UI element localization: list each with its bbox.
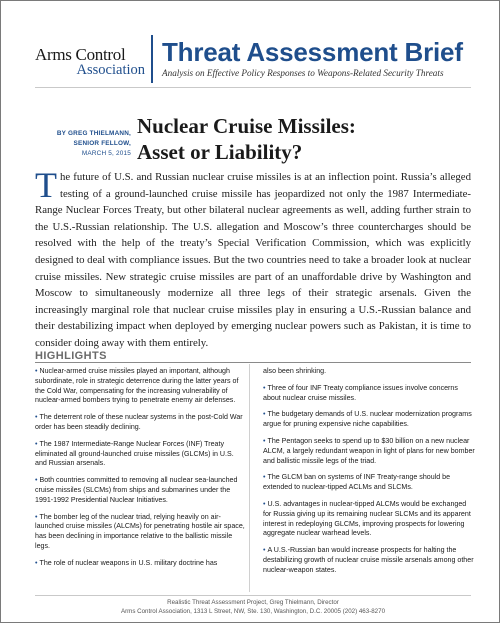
bullet-icon: •	[263, 383, 266, 392]
bullet-icon: •	[263, 546, 266, 555]
highlight-item: • The Pentagon seeks to spend up to $30 billion on a new nuclear ALCM, a largely redundant weapon in light of plans for new bomber and ballistic missile legs of the triad.	[263, 436, 475, 465]
drop-cap: T	[35, 165, 57, 205]
highlight-item: • The budgetary demands of U.S. nuclear modernization programs argue for pruning expensive niche capabilities.	[263, 410, 472, 429]
bullet-icon: •	[35, 413, 38, 422]
bullet-icon: •	[263, 436, 266, 445]
highlight-item: • U.S. advantages in nuclear-tipped ALCMs would be exchanged for Russia giving up its remaining nuclear SLCMs and its apparent interest in redeploying GLCMs, improving prospects for lowering aggregate nuclear warhead levels.	[263, 499, 471, 538]
article-title-line-1: Nuclear Cruise Missiles:	[137, 114, 356, 138]
highlights-right-column	[263, 367, 475, 583]
highlight-item: • The bomber leg of the nuclear triad, relying heavily on air-launched cruise missiles (ALCMs) for penetrating hostile air space, has been declining in importance relative to the ballistic missile legs.	[35, 512, 245, 550]
byline-role: SENIOR FELLOW,	[73, 140, 131, 147]
lead-paragraph	[35, 165, 471, 352]
highlight-item: • The role of nuclear weapons in U.S. military doctrine has	[35, 558, 218, 567]
logo-line-1: Arms Control	[35, 45, 126, 64]
bullet-icon: •	[35, 558, 38, 567]
highlight-continuation: also been shrinking.	[263, 367, 327, 375]
article-title	[137, 113, 437, 165]
highlight-item: • Three of four INF Treaty compliance issues involve concerns about nuclear cruise missiles.	[263, 383, 458, 402]
brief-subtitle: Analysis on Effective Policy Responses to Weapons-Related Security Threats	[162, 68, 444, 78]
column-divider	[249, 364, 250, 592]
article-title-line-2: Asset or Liability?	[137, 140, 303, 164]
highlight-item: • Nuclear-armed cruise missiles played an important, although subordinate, role in strategic deterrence during the latter years of the Cold War, compensating for the increasing vulnerability of nuclear-armed bombers trying to penetrate enemy air defenses.	[35, 367, 239, 405]
footer	[35, 595, 471, 616]
bullet-icon: •	[263, 410, 266, 419]
highlights-title: HIGHLIGHTS	[35, 350, 107, 362]
masthead-rule	[35, 87, 471, 88]
highlight-item: • The deterrent role of these nuclear systems in the post-Cold War order has been steadily declining.	[35, 413, 243, 431]
bullet-icon: •	[263, 499, 266, 508]
highlights-left-column	[35, 367, 247, 576]
highlights-header	[35, 346, 471, 363]
brief-title: Threat Assessment Brief	[162, 37, 463, 67]
byline-author: BY GREG THIELMANN,	[56, 130, 131, 137]
highlight-item: • Both countries committed to removing all nuclear sea-launched cruise missiles (SLCMs) from ships and submarines under the 1991-1992 Presidential Nuclear Initiatives.	[35, 476, 238, 504]
masthead	[1, 1, 499, 96]
lead-text: he future of U.S. and Russian nuclear cruise missiles is at an inflection point. Russia’s alleged testing of a ground-launched cruise missile has jeopardized not only the 1987 Intermediate-Range Nuclear Forces Treaty, but other bilateral nuclear agreements as well, adding further strain to the U.S.-Russian relationship. The U.S. allegation and Moscow’s three countercharges should be resolved with the help of the treaty’s Special Verification Commission, which was explicitly designed to deal with compliance issues. But the two countries need to take a broader look at nuclear cruise missiles. New strategic cruise missiles are part of an unaffordable drive by Washington and Moscow to simultaneously modernize all three legs of their strategic arsenals. Given the increasingly marginal role that nuclear cruise missiles play in ensuring a U.S.-Russian balance and their destabilizing impact when deployed by emerging nuclear powers such as Pakistan, it is time to consider doing away with them entirely.	[35, 171, 471, 349]
bullet-icon: •	[35, 512, 38, 521]
footer-line-2: Arms Control Association, 1313 L Street, NW, Ste. 130, Washington, D.C. 20005 (202) 463-8270	[120, 607, 386, 615]
byline-date: MARCH 5, 2015	[81, 150, 131, 157]
highlight-item: • The GLCM ban on systems of INF Treaty-range should be extended to nuclear-tipped ACLMs and SLCMs.	[263, 473, 451, 492]
bullet-icon: •	[35, 367, 38, 375]
byline	[21, 129, 131, 159]
masthead-divider	[151, 35, 153, 83]
footer-line-1: Realistic Threat Assessment Project, Greg Thielmann, Director	[167, 599, 339, 606]
highlight-item: • The 1987 Intermediate-Range Nuclear Forces (INF) Treaty eliminated all ground-launched cruise missiles (GLCMs) in U.S. and Russian arsenals.	[35, 439, 234, 468]
arms-control-association-logo	[35, 47, 149, 77]
bullet-icon: •	[263, 473, 266, 482]
highlight-item: • A U.S.-Russian ban would increase prospects for halting the destabilizing growth of nuclear cruise missile arsenals among other nuclear-weapon states.	[263, 546, 474, 574]
bullet-icon: •	[35, 476, 38, 485]
bullet-icon: •	[35, 439, 38, 448]
logo-line-2: Association	[76, 62, 145, 78]
